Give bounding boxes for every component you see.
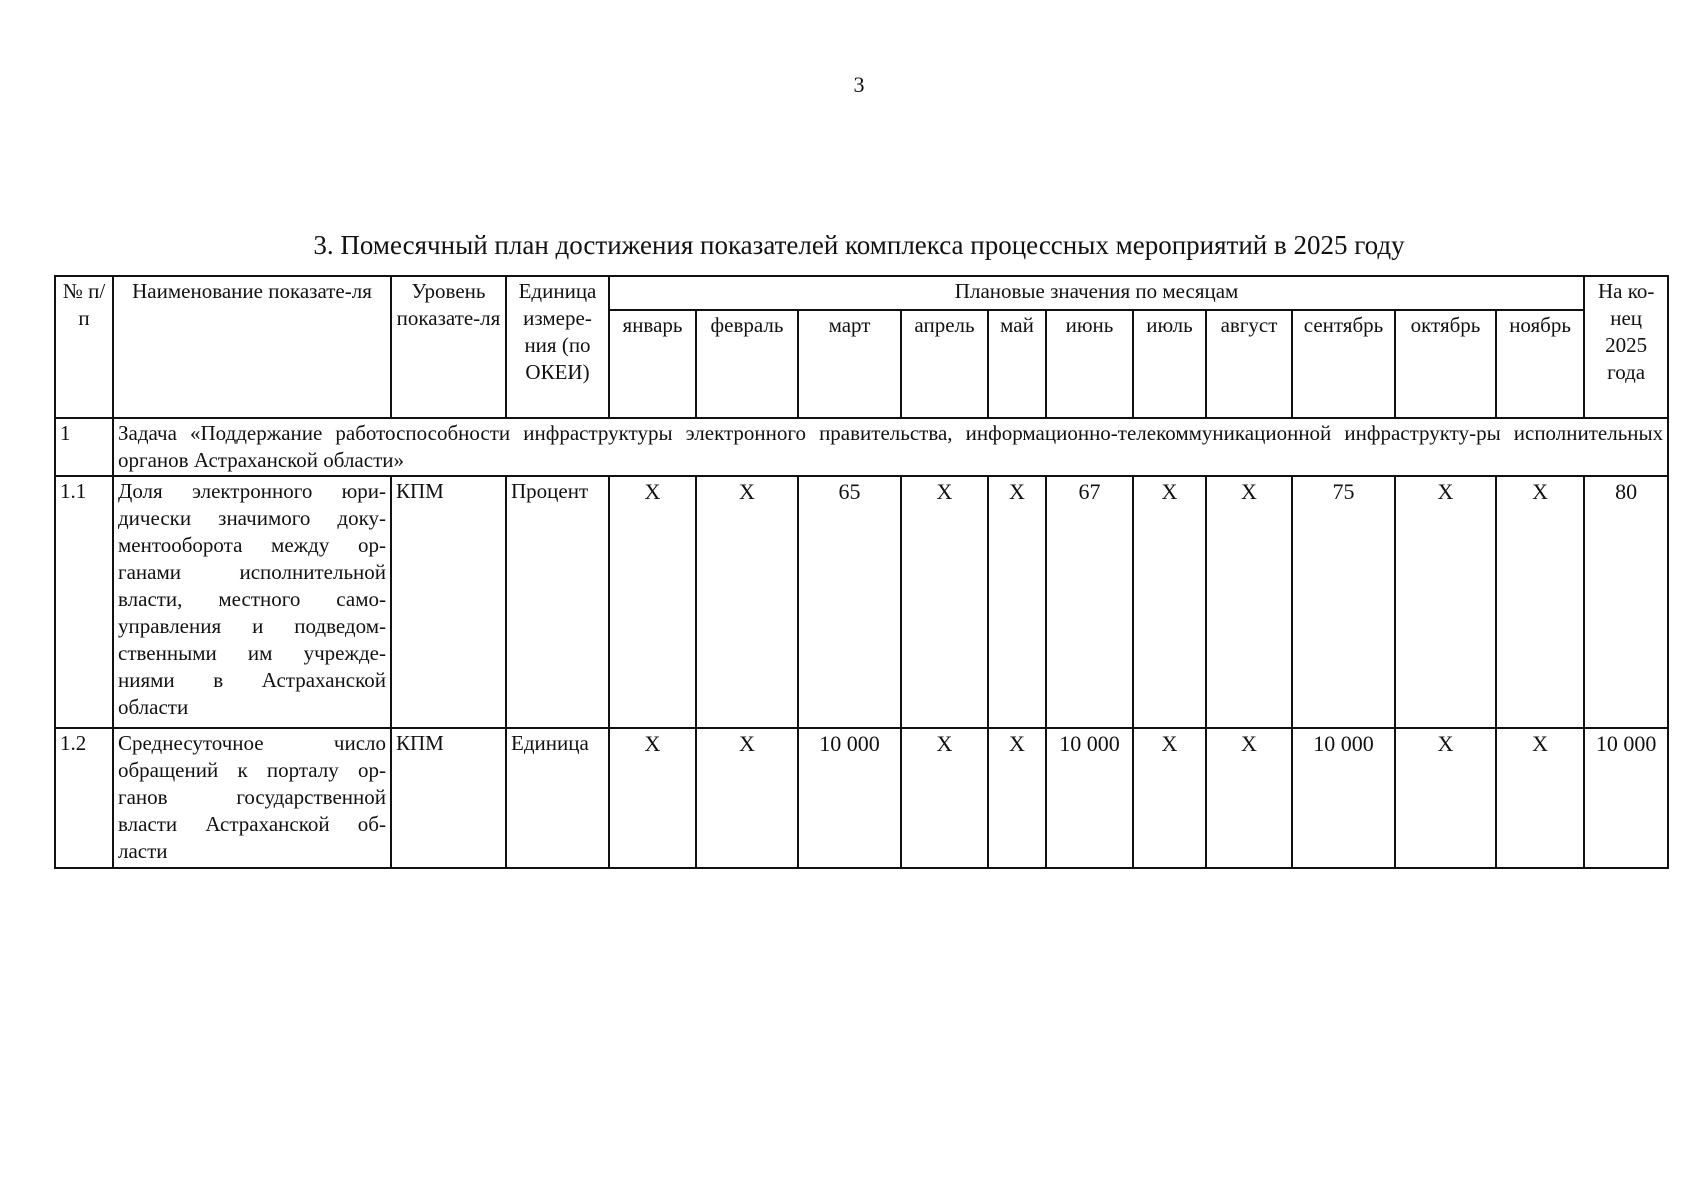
task-row	[55, 418, 1668, 476]
monthly-plan-table	[54, 275, 1669, 869]
month-value: X	[1395, 728, 1496, 868]
header-num: № п/п	[55, 276, 113, 418]
row-num: 1.1	[55, 476, 113, 728]
table-row	[55, 728, 1668, 868]
task-text: Задача «Поддержание работоспособности инфраструктуры электронного правительства, информационно-телекоммуникационной инфраструкту-ры исполнительных органов Астраханской области»	[113, 418, 1668, 476]
month-value: X	[901, 476, 988, 728]
header-end: На ко-нец 2025 года	[1584, 276, 1668, 418]
month-value: X	[1496, 728, 1584, 868]
month-value: X	[609, 728, 696, 868]
end-of-year-value: 80	[1584, 476, 1668, 728]
month-header: март	[798, 310, 901, 418]
indicator-unit: Процент	[506, 476, 609, 728]
indicator-level: КПМ	[391, 476, 506, 728]
document-title: 3. Помесячный план достижения показателей комплекса процессных мероприятий в 2025 году	[313, 230, 1405, 260]
month-value: X	[696, 728, 798, 868]
month-value: X	[988, 728, 1046, 868]
indicator-name: Доля электронного юри-дически значимого доку-ментооборота между ор-ганами исполнительной власти, местного само-управления и подведом-ственными им учрежде-ниями в Астраханской области	[113, 476, 391, 728]
month-header: ноябрь	[1496, 310, 1584, 418]
month-header: июль	[1133, 310, 1206, 418]
header-name: Наименование показате-ля	[113, 276, 391, 418]
month-header: февраль	[696, 310, 798, 418]
month-header: октябрь	[1395, 310, 1496, 418]
month-value: X	[1133, 728, 1206, 868]
month-value: X	[1133, 476, 1206, 728]
month-header: апрель	[901, 310, 988, 418]
task-num: 1	[55, 418, 113, 476]
page-number: 3	[853, 72, 865, 97]
month-header: август	[1206, 310, 1292, 418]
indicator-level: КПМ	[391, 728, 506, 868]
month-header: январь	[609, 310, 696, 418]
month-value: X	[1496, 476, 1584, 728]
month-header: сентябрь	[1292, 310, 1395, 418]
header-level: Уровень показате-ля	[391, 276, 506, 418]
month-value: 65	[798, 476, 901, 728]
month-value: X	[988, 476, 1046, 728]
end-of-year-value: 10 000	[1584, 728, 1668, 868]
month-value: 10 000	[1292, 728, 1395, 868]
header-unit: Единица измере-ния (по ОКЕИ)	[506, 276, 609, 418]
header-row	[55, 276, 1668, 310]
month-value: 10 000	[1046, 728, 1133, 868]
row-num: 1.2	[55, 728, 113, 868]
month-value: X	[1395, 476, 1496, 728]
month-value: X	[696, 476, 798, 728]
month-value: X	[1206, 476, 1292, 728]
month-header: май	[988, 310, 1046, 418]
indicator-unit: Единица	[506, 728, 609, 868]
header-plan: Плановые значения по месяцам	[609, 276, 1584, 310]
indicator-name: Среднесуточное число обращений к порталу ор-ганов государственной власти Астраханской об-ласти	[113, 728, 391, 868]
month-value: X	[901, 728, 988, 868]
month-value: X	[1206, 728, 1292, 868]
month-value: 67	[1046, 476, 1133, 728]
month-value: X	[609, 476, 696, 728]
table-row	[55, 476, 1668, 728]
month-value: 75	[1292, 476, 1395, 728]
month-header: июнь	[1046, 310, 1133, 418]
month-value: 10 000	[798, 728, 901, 868]
